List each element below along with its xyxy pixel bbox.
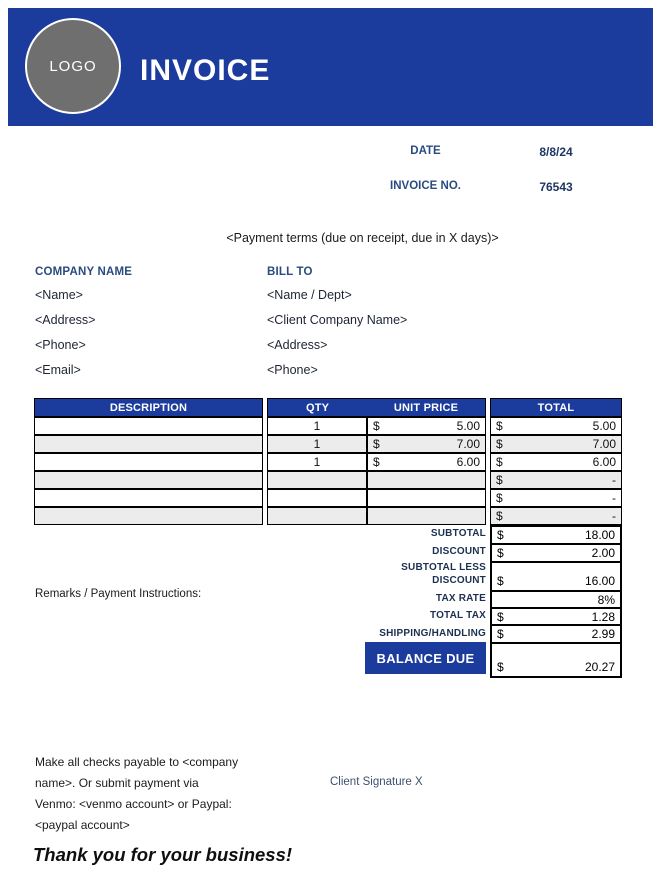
currency-symbol: $ <box>373 455 380 469</box>
total-cell <box>490 489 622 507</box>
qty-cell: 1 <box>267 453 367 471</box>
bill-to-field-phone: <Phone> <box>267 363 318 377</box>
discount-value: 2.00 <box>591 546 615 560</box>
balance-due-banner: BALANCE DUE <box>365 642 486 674</box>
currency-symbol: $ <box>497 546 504 560</box>
discount-value-cell <box>490 543 622 563</box>
invoice-no-label: INVOICE NO. <box>390 180 461 192</box>
shipping-handling-value-cell <box>490 624 622 644</box>
company-field-email: <Email> <box>35 363 81 377</box>
currency-symbol: $ <box>496 509 503 523</box>
currency-symbol: $ <box>497 609 504 624</box>
currency-symbol: $ <box>497 528 504 542</box>
company-field-phone: <Phone> <box>35 338 86 352</box>
checks-payable-line: name>. Or submit payment via <box>35 776 199 790</box>
tax-rate-value: 8% <box>597 592 615 607</box>
company-field-address: <Address> <box>35 313 96 327</box>
checks-payable-line: Make all checks payable to <company <box>35 755 239 769</box>
total-amount: 6.00 <box>592 455 616 469</box>
bill-to-label: BILL TO <box>267 266 313 278</box>
shipping-handling-label: SHIPPING/HANDLING <box>379 628 486 639</box>
line-items-total-column <box>490 398 622 525</box>
currency-symbol: $ <box>497 660 504 674</box>
client-signature-label: Client Signature X <box>330 776 423 788</box>
unit-price-amount: 6.00 <box>456 455 480 469</box>
unit-price-cell <box>367 453 486 471</box>
subtotal-label: SUBTOTAL <box>430 528 486 539</box>
balance-due-value-cell <box>490 642 622 678</box>
currency-symbol: $ <box>497 574 504 588</box>
unit-price-cell <box>367 489 486 507</box>
date-value: 8/8/24 <box>539 145 573 159</box>
description-column-header: DESCRIPTION <box>34 398 263 417</box>
unit-price-amount: 7.00 <box>456 437 480 451</box>
total-cell <box>490 471 622 489</box>
subtotal-value-cell <box>490 525 622 545</box>
company-name-label: COMPANY NAME <box>35 266 133 278</box>
logo-label: LOGO <box>49 57 97 75</box>
line-items-qty-unit-columns <box>267 398 486 525</box>
invoice-header-banner <box>8 8 653 126</box>
total-cell <box>490 435 622 453</box>
currency-symbol: $ <box>496 419 503 433</box>
currency-symbol: $ <box>373 437 380 451</box>
total-cell <box>490 507 622 525</box>
unit-price-column-header: UNIT PRICE <box>393 401 459 414</box>
logo-badge <box>25 18 121 114</box>
bill-to-field-company: <Client Company Name> <box>267 313 408 327</box>
unit-price-cell <box>367 507 486 525</box>
checks-payable-note <box>35 752 238 836</box>
bill-to-field-name: <Name / Dept> <box>267 288 352 302</box>
page-title: INVOICE <box>140 54 271 87</box>
description-cell <box>34 453 263 471</box>
total-cell <box>490 417 622 435</box>
total-amount: - <box>612 509 616 523</box>
balance-due-value: 20.27 <box>584 660 615 674</box>
qty-unit-header <box>267 398 486 417</box>
qty-cell: 1 <box>267 435 367 453</box>
total-amount: - <box>612 491 616 505</box>
subtotal-value: 18.00 <box>584 528 615 542</box>
description-cell <box>34 417 263 435</box>
qty-cell <box>267 489 367 507</box>
date-label: DATE <box>410 145 441 157</box>
tax-rate-label: TAX RATE <box>435 593 486 604</box>
currency-symbol: $ <box>496 437 503 451</box>
total-column-header: TOTAL <box>490 398 622 417</box>
currency-symbol: $ <box>497 627 504 641</box>
qty-cell: 1 <box>267 417 367 435</box>
currency-symbol: $ <box>496 455 503 469</box>
total-tax-label: TOTAL TAX <box>429 610 486 621</box>
subtotal-less-discount-label: SUBTOTAL LESS DISCOUNT <box>401 562 486 586</box>
unit-price-cell <box>367 417 486 435</box>
invoice-no-value: 76543 <box>539 180 573 194</box>
company-field-name: <Name> <box>35 288 83 302</box>
qty-cell <box>267 507 367 525</box>
qty-column-header: QTY <box>305 401 330 414</box>
total-amount: 5.00 <box>592 419 616 433</box>
total-cell <box>490 453 622 471</box>
line-items-description-column <box>34 398 263 525</box>
total-amount: 7.00 <box>592 437 616 451</box>
unit-price-amount: 5.00 <box>456 419 480 433</box>
unit-price-cell <box>367 435 486 453</box>
bill-to-field-address: <Address> <box>267 338 328 352</box>
currency-symbol: $ <box>496 491 503 505</box>
payment-terms: <Payment terms (due on receipt, due in X days)> <box>226 231 499 245</box>
subtotal-less-discount-value: 16.00 <box>584 574 615 588</box>
unit-price-cell <box>367 471 486 489</box>
checks-payable-line: Venmo: <venmo account> or Paypal: <box>35 797 232 811</box>
subtotal-less-discount-value-cell <box>490 561 622 592</box>
remarks-label: Remarks / Payment Instructions: <box>35 588 202 600</box>
discount-label: DISCOUNT <box>432 546 486 557</box>
qty-cell <box>267 471 367 489</box>
shipping-handling-value: 2.99 <box>591 627 615 641</box>
total-tax-value: 1.28 <box>591 609 615 624</box>
currency-symbol: $ <box>496 473 503 487</box>
description-cell <box>34 471 263 489</box>
currency-symbol: $ <box>373 419 380 433</box>
description-cell <box>34 435 263 453</box>
total-amount: - <box>612 473 616 487</box>
checks-payable-line: <paypal account> <box>35 818 130 832</box>
thank-you-note: Thank you for your business! <box>33 844 293 865</box>
description-cell <box>34 489 263 507</box>
description-cell <box>34 507 263 525</box>
